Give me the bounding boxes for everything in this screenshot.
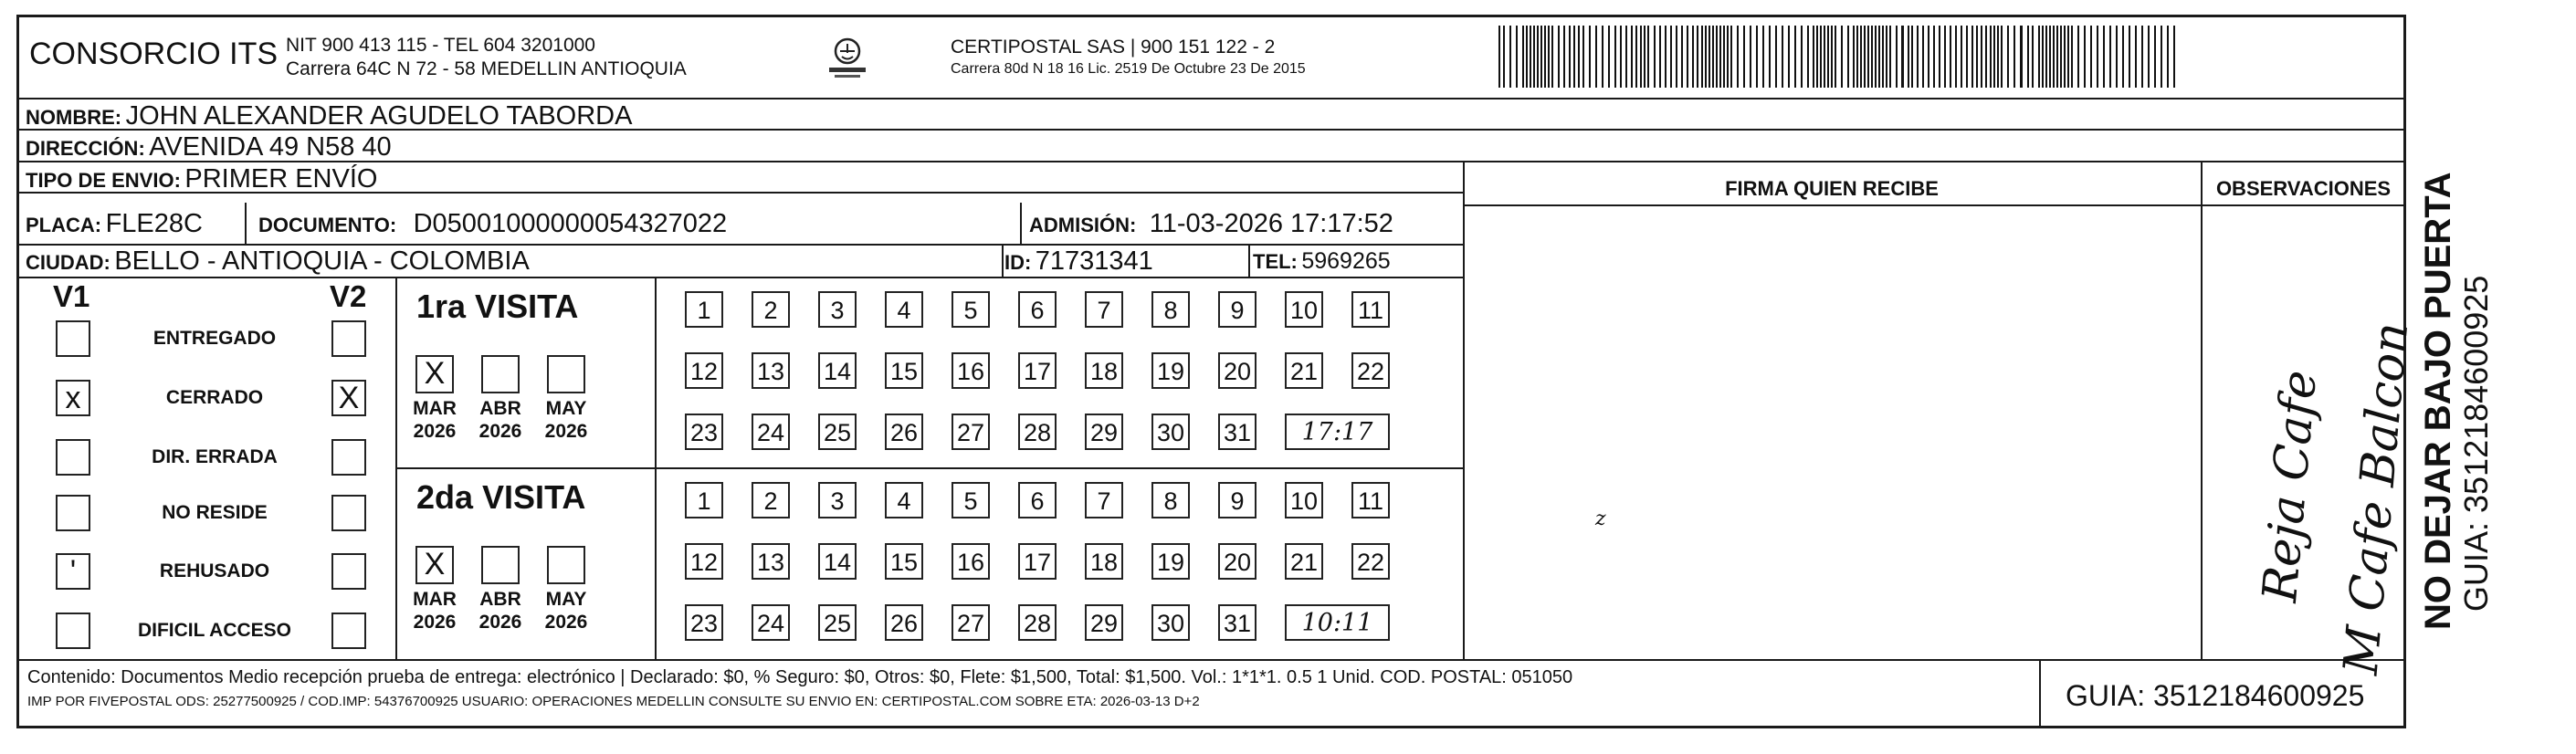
day-box[interactable]: 4	[885, 291, 923, 328]
month-year: 2026	[544, 421, 588, 442]
day-box[interactable]: 30	[1151, 414, 1190, 450]
day-box[interactable]: 14	[818, 352, 857, 389]
footer-line2: IMP POR FIVEPOSTAL ODS: 25277500925 / COD.IMP: 54376700925 USUARIO: OPERACIONES MEDELLIN CONSULTE SU ENVIO EN: CERTIPOSTAL.COM SOBRE ETA: 2026-03-13 D+2	[27, 694, 1200, 709]
tipo-envio-label: TIPO DE ENVIO:	[26, 169, 181, 192]
status-label: NO RESIDE	[162, 502, 268, 523]
month-checkbox[interactable]: X	[415, 355, 454, 393]
day-box[interactable]: 12	[685, 352, 723, 389]
month-year: 2026	[413, 612, 457, 633]
visit-title: 2da VISITA	[416, 478, 586, 516]
day-box[interactable]: 1	[685, 482, 723, 518]
documento-label: DOCUMENTO:	[258, 214, 397, 236]
ciudad-label: CIUDAD:	[26, 251, 110, 274]
month-checkbox[interactable]	[481, 355, 520, 393]
tipo-envio-field	[26, 164, 377, 194]
day-box[interactable]: 8	[1151, 291, 1190, 328]
day-box[interactable]: 4	[885, 482, 923, 518]
month-checkbox[interactable]	[547, 546, 585, 584]
firma-label: FIRMA QUIEN RECIBE	[1725, 177, 1939, 200]
status-label: ENTREGADO	[152, 328, 277, 349]
visit-time[interactable]: 10:11	[1285, 604, 1390, 641]
v1-checkbox[interactable]	[56, 495, 90, 531]
footer-line1: Contenido: Documentos Medio recepción prueba de entrega: electrónico | Declarado: $0, % Seguro: $0, Otros: $0, Flete: $1,500, Total: $1,500. Vol.: 1*1*1. 0.5 1 Unid. COD. POSTAL: 051050	[27, 667, 1573, 687]
placa-field	[26, 209, 203, 239]
side-guia: GUIA: 3512184600925	[2457, 275, 2495, 612]
day-box[interactable]: 8	[1151, 482, 1190, 518]
nombre-value: JOHN ALEXANDER AGUDELO TABORDA	[125, 101, 633, 131]
day-box[interactable]: 5	[952, 291, 990, 328]
company-name: CONSORCIO ITS	[29, 37, 279, 71]
status-label: REHUSADO	[159, 560, 270, 581]
side-warning-text	[2418, 119, 2495, 630]
month-name: MAR	[413, 398, 457, 419]
month-year: 2026	[544, 612, 588, 633]
month-year: 2026	[413, 421, 457, 442]
day-box[interactable]: 2	[752, 291, 790, 328]
day-box[interactable]: 24	[752, 604, 790, 641]
day-box[interactable]: 2	[752, 482, 790, 518]
day-box[interactable]: 17	[1018, 543, 1057, 580]
day-box[interactable]: 18	[1085, 543, 1123, 580]
day-box[interactable]: 16	[952, 352, 990, 389]
day-box[interactable]: 11	[1351, 482, 1390, 518]
day-box[interactable]: 10	[1285, 482, 1323, 518]
day-box[interactable]: 17	[1018, 352, 1057, 389]
day-box[interactable]: 14	[818, 543, 857, 580]
carrier-address: Carrera 80d N 18 16 Lic. 2519 De Octubre 23 De 2015	[951, 61, 1306, 77]
day-box[interactable]: 13	[752, 352, 790, 389]
ciudad-value: BELLO - ANTIOQUIA - COLOMBIA	[114, 246, 530, 276]
day-box[interactable]: 23	[685, 604, 723, 641]
day-box[interactable]: 27	[952, 414, 990, 450]
day-box[interactable]: 19	[1151, 352, 1190, 389]
day-box[interactable]: 12	[685, 543, 723, 580]
admision-field	[1029, 209, 1393, 239]
day-box[interactable]: 15	[885, 543, 923, 580]
documento-value: D05001000000054327022	[413, 209, 728, 238]
v2-checkbox[interactable]	[331, 320, 366, 357]
direccion-value: AVENIDA 49 N58 40	[149, 132, 392, 162]
id-value: 71731341	[1035, 246, 1153, 276]
day-box[interactable]: 9	[1218, 291, 1256, 328]
observaciones-line2: Reja Cafe	[2253, 368, 2328, 605]
tel-field	[1253, 248, 1391, 275]
month-label	[407, 588, 462, 634]
day-box[interactable]: 13	[752, 543, 790, 580]
month-name: MAY	[545, 398, 587, 419]
day-box[interactable]: 20	[1218, 352, 1256, 389]
day-box[interactable]: 31	[1218, 414, 1256, 450]
day-box[interactable]: 21	[1285, 352, 1323, 389]
day-box[interactable]: 29	[1085, 414, 1123, 450]
month-name: MAY	[545, 589, 587, 610]
day-box[interactable]: 25	[818, 414, 857, 450]
month-label	[539, 588, 594, 634]
day-box[interactable]: 30	[1151, 604, 1190, 641]
day-box[interactable]: 22	[1351, 352, 1390, 389]
day-box[interactable]: 3	[818, 482, 857, 518]
v1-checkbox[interactable]: x	[56, 380, 90, 416]
month-label	[539, 397, 594, 443]
v2-checkbox[interactable]	[331, 495, 366, 531]
v1-header: V1	[53, 279, 90, 313]
day-box[interactable]: 27	[952, 604, 990, 641]
month-label	[407, 397, 462, 443]
placa-label: PLACA:	[26, 214, 102, 236]
no-dejar-bajo-puerta: NO DEJAR BAJO PUERTA	[2418, 172, 2458, 630]
carrier-name: CERTIPOSTAL SAS | 900 151 122 - 2	[951, 37, 1276, 58]
month-label	[473, 588, 528, 634]
v1-checkbox[interactable]	[56, 613, 90, 649]
day-box[interactable]: 24	[752, 414, 790, 450]
status-label: DIFICIL ACCESO	[137, 620, 291, 641]
day-box[interactable]: 6	[1018, 291, 1057, 328]
observaciones-label: OBSERVACIONES	[2215, 177, 2392, 200]
day-box[interactable]: 26	[885, 414, 923, 450]
day-box[interactable]: 22	[1351, 543, 1390, 580]
barcode-icon	[1498, 26, 2179, 88]
day-box[interactable]: 23	[685, 414, 723, 450]
month-year: 2026	[478, 421, 522, 442]
tipo-envio-value: PRIMER ENVÍO	[184, 164, 378, 194]
day-box[interactable]: 28	[1018, 414, 1057, 450]
v2-header: V2	[330, 279, 367, 313]
month-name: ABR	[479, 589, 521, 610]
status-label: CERRADO	[165, 387, 264, 408]
company-address: Carrera 64C N 72 - 58 MEDELLIN ANTIOQUIA	[286, 58, 687, 79]
admision-value: 11-03-2026 17:17:52	[1149, 209, 1393, 238]
day-box[interactable]: 6	[1018, 482, 1057, 518]
day-box[interactable]: 9	[1218, 482, 1256, 518]
day-box[interactable]: 10	[1285, 291, 1323, 328]
id-field	[1004, 246, 1153, 277]
placa-value: FLE28C	[105, 209, 203, 238]
nombre-field	[26, 101, 632, 131]
day-box[interactable]: 18	[1085, 352, 1123, 389]
direccion-label: DIRECCIÓN:	[26, 137, 145, 160]
month-name: ABR	[479, 398, 521, 419]
month-checkbox[interactable]	[481, 546, 520, 584]
nombre-label: NOMBRE:	[26, 106, 122, 129]
day-box[interactable]: 11	[1351, 291, 1390, 328]
day-box[interactable]: 16	[952, 543, 990, 580]
month-checkbox[interactable]	[547, 355, 585, 393]
month-name: MAR	[413, 589, 457, 610]
day-box[interactable]: 5	[952, 482, 990, 518]
v1-checkbox[interactable]	[56, 320, 90, 357]
day-box[interactable]: 7	[1085, 291, 1123, 328]
tel-label: TEL:	[1253, 250, 1298, 273]
day-box[interactable]: 15	[885, 352, 923, 389]
day-box[interactable]: 21	[1285, 543, 1323, 580]
admision-label: ADMISIÓN:	[1029, 214, 1137, 236]
firma-mark: z	[1595, 508, 1606, 530]
day-box[interactable]: 3	[818, 291, 857, 328]
day-box[interactable]: 29	[1085, 604, 1123, 641]
month-year: 2026	[478, 612, 522, 633]
day-box[interactable]: 20	[1218, 543, 1256, 580]
certipostal-logo-icon	[824, 33, 871, 80]
month-checkbox[interactable]: X	[415, 546, 454, 584]
v1-checkbox[interactable]	[56, 439, 90, 476]
v2-checkbox[interactable]	[331, 553, 366, 590]
visit-time[interactable]: 17:17	[1285, 414, 1390, 450]
day-box[interactable]: 26	[885, 604, 923, 641]
day-box[interactable]: 19	[1151, 543, 1190, 580]
v2-checkbox[interactable]	[331, 439, 366, 476]
day-box[interactable]: 1	[685, 291, 723, 328]
id-label: ID:	[1004, 251, 1032, 274]
visit-title: 1ra VISITA	[416, 288, 579, 325]
v2-checkbox[interactable]: X	[331, 380, 366, 416]
company-nit: NIT 900 413 115 - TEL 604 3201000	[286, 35, 595, 56]
footer-guia: GUIA: 3512184600925	[2066, 679, 2365, 712]
status-label: DIR. ERRADA	[152, 446, 278, 467]
v2-checkbox[interactable]	[331, 613, 366, 649]
day-box[interactable]: 7	[1085, 482, 1123, 518]
day-box[interactable]: 25	[818, 604, 857, 641]
observaciones-line1: M Cafe Balcon	[2333, 319, 2420, 677]
documento-field	[258, 209, 727, 239]
month-label	[473, 397, 528, 443]
v1-checkbox[interactable]: '	[56, 553, 90, 590]
ciudad-field	[26, 246, 530, 277]
day-box[interactable]: 31	[1218, 604, 1256, 641]
day-box[interactable]: 28	[1018, 604, 1057, 641]
tel-value: 5969265	[1301, 248, 1391, 274]
direccion-field	[26, 132, 392, 162]
